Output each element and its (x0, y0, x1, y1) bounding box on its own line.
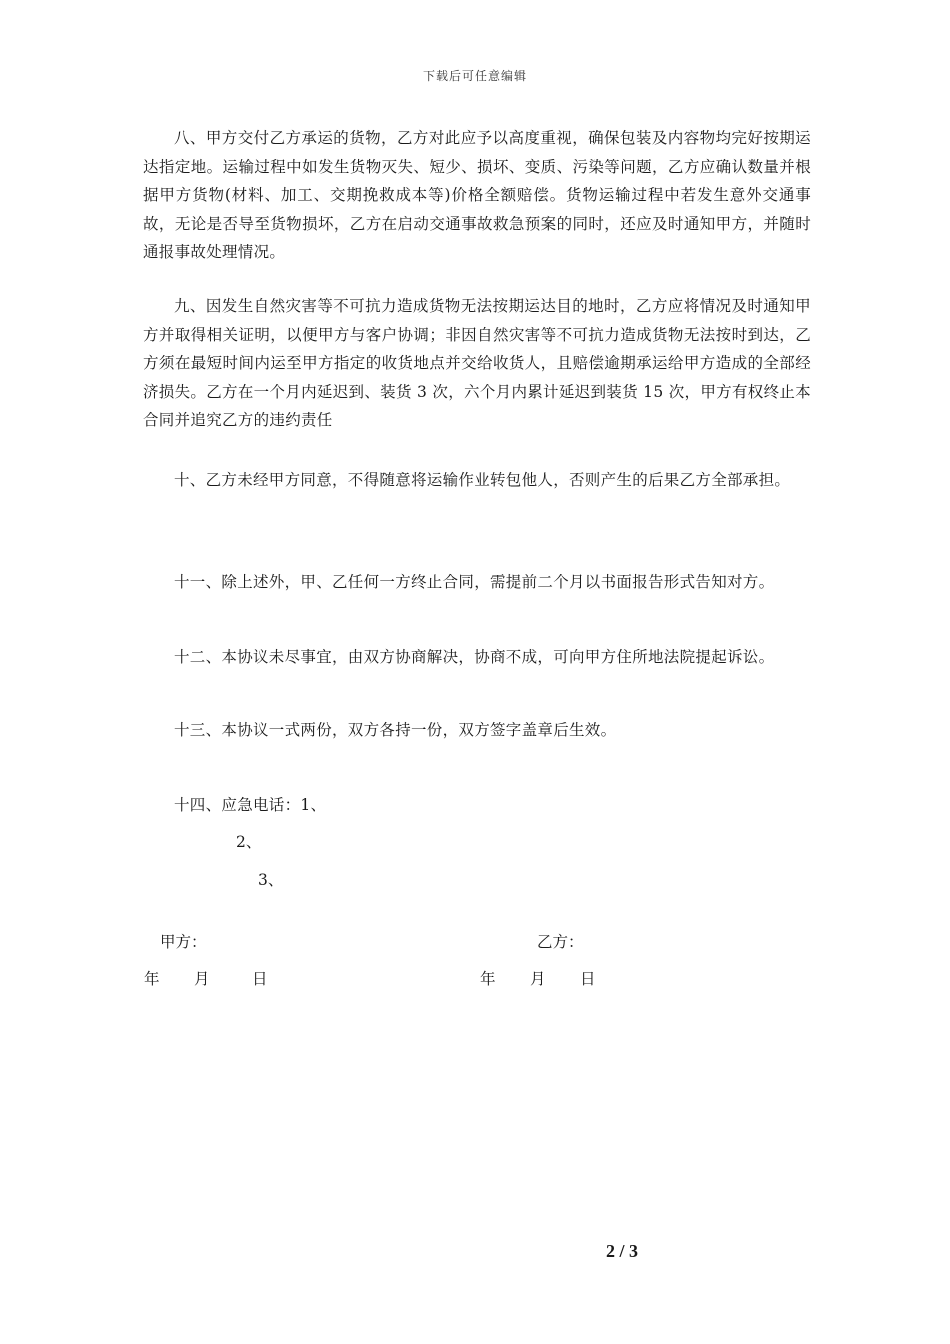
page-header: 下载后可任意编辑 (422, 69, 527, 83)
party-b-label: 乙方： (537, 933, 584, 951)
page-number: 2 / 3 (606, 1241, 639, 1261)
day-label: 日 (580, 970, 596, 988)
clause-12: 十二、本协议未尽事宜，由双方协商解决，协商不成，可向甲方住所地法院提起诉讼。 (174, 648, 775, 666)
emergency-phone-2: 2、 (236, 833, 262, 851)
clause-13: 十三、本协议一式两份，双方各持一份，双方签字盖章后生效。 (174, 721, 617, 739)
party-a-date (144, 965, 268, 993)
party-a-label: 甲方： (160, 933, 207, 951)
month-label: 月 (194, 970, 210, 988)
party-b-date (480, 965, 596, 993)
clause-9: 九、因发生自然灾害等不可抗力造成货物无法按期运达目的地时，乙方应将情况及时通知甲方并取得相关证明，以便甲方与客户协调；非因自然灾害等不可抗力造成货物无法按时到达，乙方须在最短时间内运至甲方指定的收货地点并交给收货人，且赔偿逾期承运给甲方造成的全部经济损失。乙方在一个月内延迟到、装货 3 次，六个月内累计延迟到装货 15 次，甲方有权终止本合同并追究乙方的违约责任 (143, 297, 811, 429)
clause-11: 十一、除上述外，甲、乙任何一方终止合同，需提前二个月以书面报告形式告知对方。 (174, 573, 775, 591)
day-label: 日 (252, 970, 268, 988)
year-label: 年 (480, 970, 496, 988)
emergency-phone-3: 3、 (258, 871, 284, 889)
clause-10: 十、乙方未经甲方同意，不得随意将运输作业转包他人，否则产生的后果乙方全部承担。 (174, 471, 791, 489)
month-label: 月 (530, 970, 546, 988)
clause-14-emergency-phone: 十四、应急电话：1、 (174, 796, 327, 814)
clause-8: 八、甲方交付乙方承运的货物，乙方对此应予以高度重视，确保包装及内容物均完好按期运达指定地。运输过程中如发生货物灭失、短少、损坏、变质、污染等问题，乙方应确认数量并根据甲方货物(材料、加工、交期挽救成本等)价格全额赔偿。货物运输过程中若发生意外交通事故，无论是否导至货物损坏，乙方在启动交通事故救急预案的同时，还应及时通知甲方，并随时通报事故处理情况。 (143, 129, 811, 261)
year-label: 年 (144, 970, 160, 988)
